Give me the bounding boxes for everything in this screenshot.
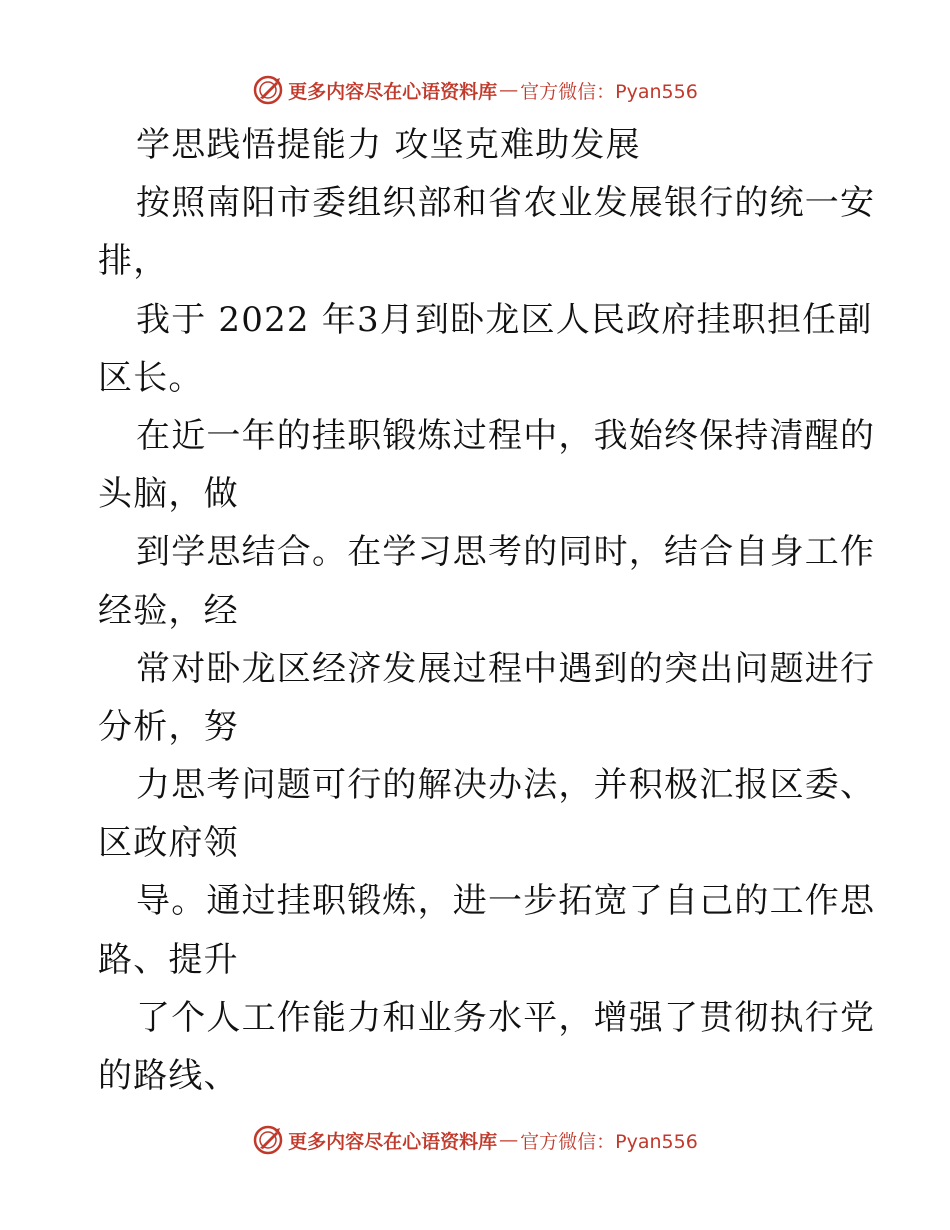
text-line: 的路线、 [98, 1056, 239, 1096]
text-line: 排， [98, 241, 169, 282]
watermark-dash: — [499, 79, 519, 101]
footer-watermark [0, 1120, 950, 1160]
watermark-brand: 更多内容尽在心语资料库 [288, 80, 498, 103]
text-line: 头脑，做 [98, 474, 239, 515]
text-line: 区长。 [98, 357, 204, 398]
text-line: 常对卧龙区经济发展过程中遇到的突出问题进行 [136, 648, 876, 689]
quill-seal-icon [252, 1124, 284, 1156]
text-line: 分析，努 [98, 706, 239, 747]
quill-seal-icon [252, 74, 284, 106]
text-line: 区政府领 [98, 823, 239, 864]
header-watermark [0, 70, 950, 110]
watermark-contact: 官方微信：Pyan556 [520, 80, 698, 103]
text-line: 我于 2022 年3月到卧龙区人民政府挂职担任副 [136, 299, 873, 340]
text-line: 经验，经 [98, 590, 239, 631]
watermark-dash: — [499, 1129, 519, 1151]
text-line: 导。通过挂职锻炼，进一步拓宽了自己的工作思 [136, 881, 876, 922]
watermark-brand: 更多内容尽在心语资料库 [288, 1130, 498, 1153]
text-line: 了个人工作能力和业务水平，增强了贯彻执行党 [136, 997, 876, 1038]
text-line: 按照南阳市委组织部和省农业发展银行的统一安 [136, 183, 876, 224]
watermark-contact: 官方微信：Pyan556 [520, 1130, 698, 1153]
text-line: 路、提升 [98, 939, 239, 980]
document-body [98, 116, 876, 1105]
text-line: 到学思结合。在学习思考的同时，结合自身工作 [136, 532, 876, 573]
text-line: 力思考问题可行的解决办法，并积极汇报区委、 [136, 765, 876, 806]
document-title-line: 学思践悟提能力 攻坚克难助发展 [136, 125, 641, 165]
text-line: 在近一年的挂职锻炼过程中，我始终保持清醒的 [136, 415, 876, 456]
